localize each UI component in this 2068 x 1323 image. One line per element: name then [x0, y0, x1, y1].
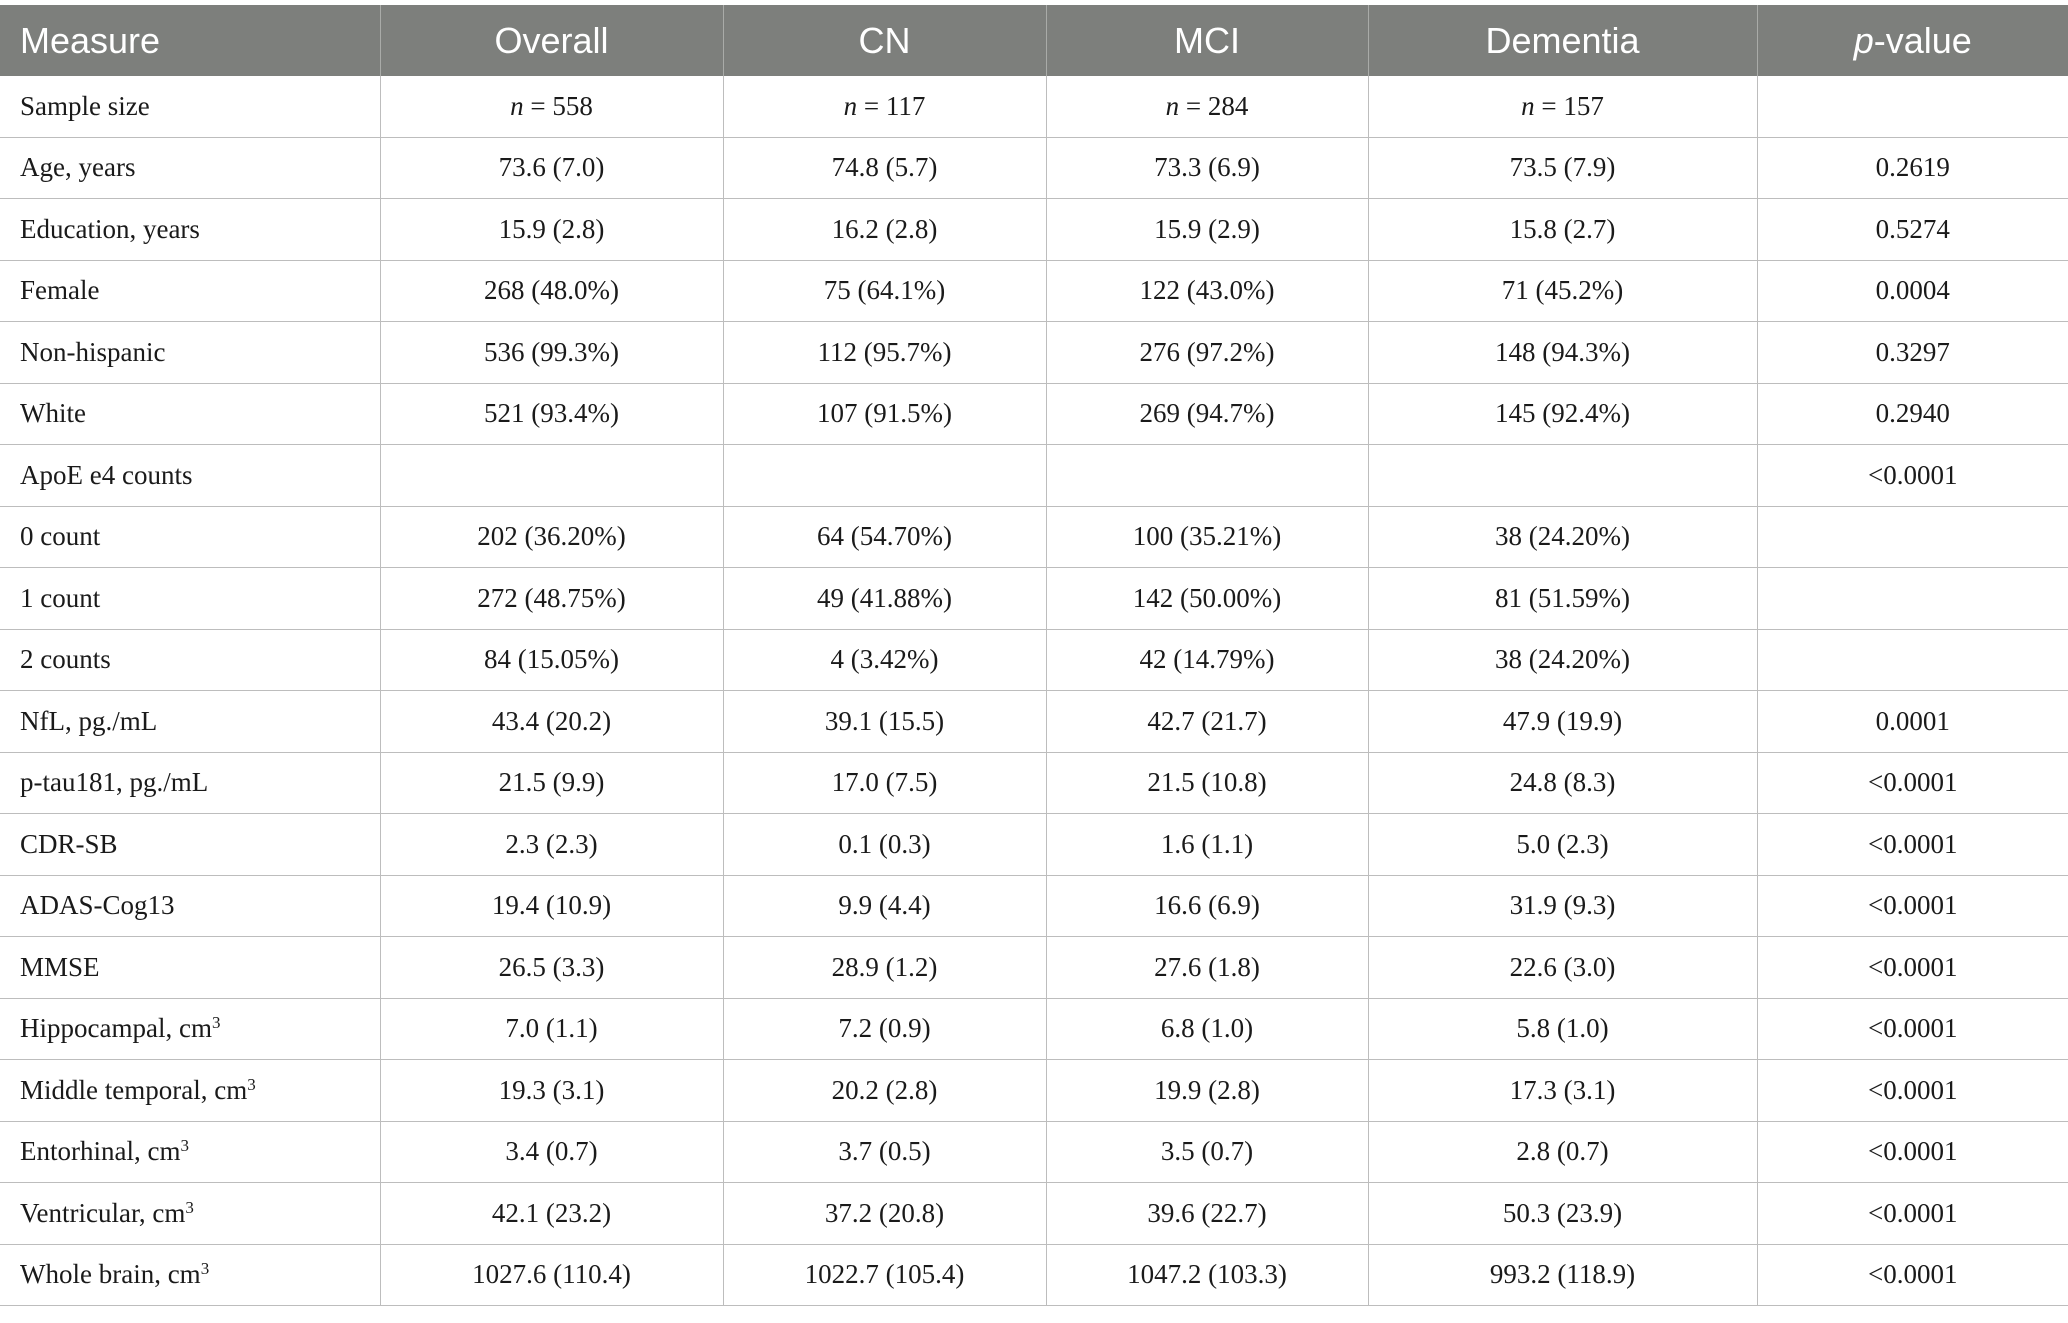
cell-pvalue: <0.0001	[1757, 1183, 2068, 1245]
cell-pvalue: 0.5274	[1757, 199, 2068, 261]
row-label	[0, 1060, 380, 1122]
n-symbol: n	[1165, 90, 1180, 121]
cell-pvalue: <0.0001	[1757, 937, 2068, 999]
cell-overall: 3.4 (0.7)	[380, 1121, 723, 1183]
header-measure: Measure	[0, 5, 380, 76]
cell-cn: 75 (64.1%)	[723, 260, 1046, 322]
cell-dementia: 993.2 (118.9)	[1368, 1244, 1757, 1306]
unit-superscript: 3	[211, 1013, 221, 1033]
table-row	[0, 998, 2068, 1060]
cell-dementia: 71 (45.2%)	[1368, 260, 1757, 322]
cell-mci: 1047.2 (103.3)	[1046, 1244, 1368, 1306]
cell-dementia: 22.6 (3.0)	[1368, 937, 1757, 999]
header-pvalue	[1757, 5, 2068, 76]
row-label	[0, 752, 380, 814]
row-label-text: ApoE e4 counts	[20, 459, 193, 490]
cell-overall: 536 (99.3%)	[380, 322, 723, 384]
cell-overall: 7.0 (1.1)	[380, 998, 723, 1060]
row-label-text: 1 count	[20, 582, 101, 613]
row-label	[0, 937, 380, 999]
cell-cn: 1022.7 (105.4)	[723, 1244, 1046, 1306]
table-row	[0, 445, 2068, 507]
row-label	[0, 383, 380, 445]
cell-mci: 142 (50.00%)	[1046, 568, 1368, 630]
row-label-text: White	[20, 398, 86, 429]
cell-overall: 19.3 (3.1)	[380, 1060, 723, 1122]
row-label	[0, 1244, 380, 1306]
cell-pvalue: <0.0001	[1757, 998, 2068, 1060]
cell-cn: 4 (3.42%)	[723, 629, 1046, 691]
cell-cn: 39.1 (15.5)	[723, 691, 1046, 753]
n-value: = 157	[1534, 90, 1604, 121]
row-label-text: CDR-SB	[20, 828, 118, 859]
cell-pvalue	[1757, 76, 2068, 137]
row-label-text: Hippocampal, cm	[20, 1013, 212, 1044]
header-pvalue-p: p	[1853, 19, 1874, 61]
table-body	[0, 76, 2068, 1306]
row-label-text: Entorhinal, cm	[20, 1136, 181, 1167]
cell-cn: 74.8 (5.7)	[723, 137, 1046, 199]
row-label	[0, 199, 380, 261]
cell-cn: 9.9 (4.4)	[723, 875, 1046, 937]
n-value: = 558	[523, 90, 593, 121]
table-row	[0, 506, 2068, 568]
cell-overall: 73.6 (7.0)	[380, 137, 723, 199]
cell-mci: 21.5 (10.8)	[1046, 752, 1368, 814]
cell-overall: 42.1 (23.2)	[380, 1183, 723, 1245]
cell-mci: 42.7 (21.7)	[1046, 691, 1368, 753]
n-symbol: n	[1521, 90, 1535, 121]
cell-cn: 17.0 (7.5)	[723, 752, 1046, 814]
header-mci: MCI	[1046, 5, 1368, 76]
row-label-text: Age, years	[20, 152, 136, 183]
header-overall: Overall	[380, 5, 723, 76]
n-symbol: n	[510, 90, 524, 121]
row-label	[0, 322, 380, 384]
table-row	[0, 691, 2068, 753]
cell-pvalue	[1757, 506, 2068, 568]
cell-mci	[1046, 76, 1368, 137]
cell-overall: 26.5 (3.3)	[380, 937, 723, 999]
header-cn: CN	[723, 5, 1046, 76]
unit-superscript: 3	[200, 1259, 210, 1279]
table-row	[0, 383, 2068, 445]
cell-pvalue: 0.2940	[1757, 383, 2068, 445]
table-row	[0, 937, 2068, 999]
cell-overall: 43.4 (20.2)	[380, 691, 723, 753]
cell-mci: 19.9 (2.8)	[1046, 1060, 1368, 1122]
cell-cn: 37.2 (20.8)	[723, 1183, 1046, 1245]
cell-overall: 2.3 (2.3)	[380, 814, 723, 876]
cell-overall: 272 (48.75%)	[380, 568, 723, 630]
row-label-text: 2 counts	[20, 644, 111, 675]
cell-dementia: 5.8 (1.0)	[1368, 998, 1757, 1060]
row-label	[0, 691, 380, 753]
cell-cn: 112 (95.7%)	[723, 322, 1046, 384]
row-label-text: Whole brain, cm	[20, 1259, 201, 1290]
table-row	[0, 1183, 2068, 1245]
table-row	[0, 875, 2068, 937]
table-row	[0, 814, 2068, 876]
table-row	[0, 1244, 2068, 1306]
row-label-text: ADAS-Cog13	[20, 890, 175, 921]
row-label	[0, 506, 380, 568]
row-label	[0, 875, 380, 937]
cell-dementia: 47.9 (19.9)	[1368, 691, 1757, 753]
cell-pvalue: <0.0001	[1757, 445, 2068, 507]
row-label	[0, 814, 380, 876]
header-pvalue-rest: -value	[1873, 19, 1972, 61]
row-label	[0, 137, 380, 199]
cell-mci: 27.6 (1.8)	[1046, 937, 1368, 999]
unit-superscript: 3	[247, 1074, 256, 1094]
cell-dementia: 50.3 (23.9)	[1368, 1183, 1757, 1245]
cell-cn: 49 (41.88%)	[723, 568, 1046, 630]
table-row	[0, 752, 2068, 814]
row-label-text: Non-hispanic	[20, 336, 166, 367]
cell-overall: 15.9 (2.8)	[380, 199, 723, 261]
demographics-table	[0, 5, 2068, 1306]
cell-mci: 276 (97.2%)	[1046, 322, 1368, 384]
cell-cn: 107 (91.5%)	[723, 383, 1046, 445]
cell-pvalue: 0.2619	[1757, 137, 2068, 199]
cell-overall	[380, 76, 723, 137]
cell-cn	[723, 445, 1046, 507]
row-label	[0, 1121, 380, 1183]
cell-pvalue: <0.0001	[1757, 1060, 2068, 1122]
cell-mci: 42 (14.79%)	[1046, 629, 1368, 691]
cell-dementia	[1368, 445, 1757, 507]
row-label	[0, 445, 380, 507]
row-label-text: Middle temporal, cm	[20, 1074, 248, 1105]
row-label-text: Education, years	[20, 213, 200, 244]
cell-pvalue: <0.0001	[1757, 752, 2068, 814]
table-row	[0, 199, 2068, 261]
row-label	[0, 998, 380, 1060]
cell-cn: 28.9 (1.2)	[723, 937, 1046, 999]
n-symbol: n	[843, 90, 858, 121]
table-row-sample-size	[0, 76, 2068, 137]
cell-overall: 1027.6 (110.4)	[380, 1244, 723, 1306]
cell-cn: 20.2 (2.8)	[723, 1060, 1046, 1122]
cell-dementia: 73.5 (7.9)	[1368, 137, 1757, 199]
table-row	[0, 1060, 2068, 1122]
row-label-text: p-tau181, pg./mL	[20, 767, 209, 798]
table-row	[0, 568, 2068, 630]
row-label	[0, 629, 380, 691]
cell-mci: 100 (35.21%)	[1046, 506, 1368, 568]
table-row	[0, 137, 2068, 199]
cell-pvalue: <0.0001	[1757, 814, 2068, 876]
cell-dementia: 38 (24.20%)	[1368, 506, 1757, 568]
cell-cn: 64 (54.70%)	[723, 506, 1046, 568]
row-label-text: Ventricular, cm	[20, 1197, 186, 1228]
cell-dementia: 38 (24.20%)	[1368, 629, 1757, 691]
cell-overall: 268 (48.0%)	[380, 260, 723, 322]
cell-overall: 202 (36.20%)	[380, 506, 723, 568]
cell-overall: 21.5 (9.9)	[380, 752, 723, 814]
cell-mci: 15.9 (2.9)	[1046, 199, 1368, 261]
cell-pvalue: <0.0001	[1757, 1244, 2068, 1306]
table-row	[0, 629, 2068, 691]
cell-mci: 39.6 (22.7)	[1046, 1183, 1368, 1245]
cell-overall	[380, 445, 723, 507]
cell-dementia: 5.0 (2.3)	[1368, 814, 1757, 876]
unit-superscript: 3	[180, 1136, 189, 1156]
cell-mci: 269 (94.7%)	[1046, 383, 1368, 445]
row-label-text: NfL, pg./mL	[20, 705, 158, 736]
table-row	[0, 260, 2068, 322]
cell-mci: 16.6 (6.9)	[1046, 875, 1368, 937]
cell-pvalue: <0.0001	[1757, 1121, 2068, 1183]
cell-cn: 16.2 (2.8)	[723, 199, 1046, 261]
cell-dementia: 31.9 (9.3)	[1368, 875, 1757, 937]
cell-dementia: 145 (92.4%)	[1368, 383, 1757, 445]
row-label-text: MMSE	[20, 951, 100, 982]
cell-dementia: 148 (94.3%)	[1368, 322, 1757, 384]
cell-dementia	[1368, 76, 1757, 137]
cell-overall: 84 (15.05%)	[380, 629, 723, 691]
cell-pvalue: 0.0001	[1757, 691, 2068, 753]
cell-dementia: 24.8 (8.3)	[1368, 752, 1757, 814]
cell-overall: 19.4 (10.9)	[380, 875, 723, 937]
cell-pvalue	[1757, 568, 2068, 630]
cell-dementia: 15.8 (2.7)	[1368, 199, 1757, 261]
cell-dementia: 81 (51.59%)	[1368, 568, 1757, 630]
cell-mci	[1046, 445, 1368, 507]
row-label	[0, 1183, 380, 1245]
cell-pvalue: 0.3297	[1757, 322, 2068, 384]
cell-mci: 3.5 (0.7)	[1046, 1121, 1368, 1183]
unit-superscript: 3	[185, 1197, 194, 1217]
table-row	[0, 1121, 2068, 1183]
cell-cn: 3.7 (0.5)	[723, 1121, 1046, 1183]
row-label-text: 0 count	[20, 521, 101, 552]
cell-mci: 73.3 (6.9)	[1046, 137, 1368, 199]
cell-mci: 1.6 (1.1)	[1046, 814, 1368, 876]
cell-pvalue: <0.0001	[1757, 875, 2068, 937]
header-dementia: Dementia	[1368, 5, 1757, 76]
cell-cn	[723, 76, 1046, 137]
n-value: = 284	[1179, 90, 1249, 121]
cell-cn: 0.1 (0.3)	[723, 814, 1046, 876]
cell-overall: 521 (93.4%)	[380, 383, 723, 445]
cell-pvalue	[1757, 629, 2068, 691]
cell-dementia: 2.8 (0.7)	[1368, 1121, 1757, 1183]
row-label-text: Female	[20, 275, 100, 306]
n-value: = 117	[857, 90, 926, 121]
cell-mci: 122 (43.0%)	[1046, 260, 1368, 322]
cell-pvalue: 0.0004	[1757, 260, 2068, 322]
table-row	[0, 322, 2068, 384]
row-label	[0, 260, 380, 322]
table-container	[0, 5, 2068, 1306]
header-row	[0, 5, 2068, 76]
row-label: Sample size	[0, 76, 380, 137]
cell-mci: 6.8 (1.0)	[1046, 998, 1368, 1060]
table-header	[0, 5, 2068, 76]
cell-dementia: 17.3 (3.1)	[1368, 1060, 1757, 1122]
row-label	[0, 568, 380, 630]
cell-cn: 7.2 (0.9)	[723, 998, 1046, 1060]
